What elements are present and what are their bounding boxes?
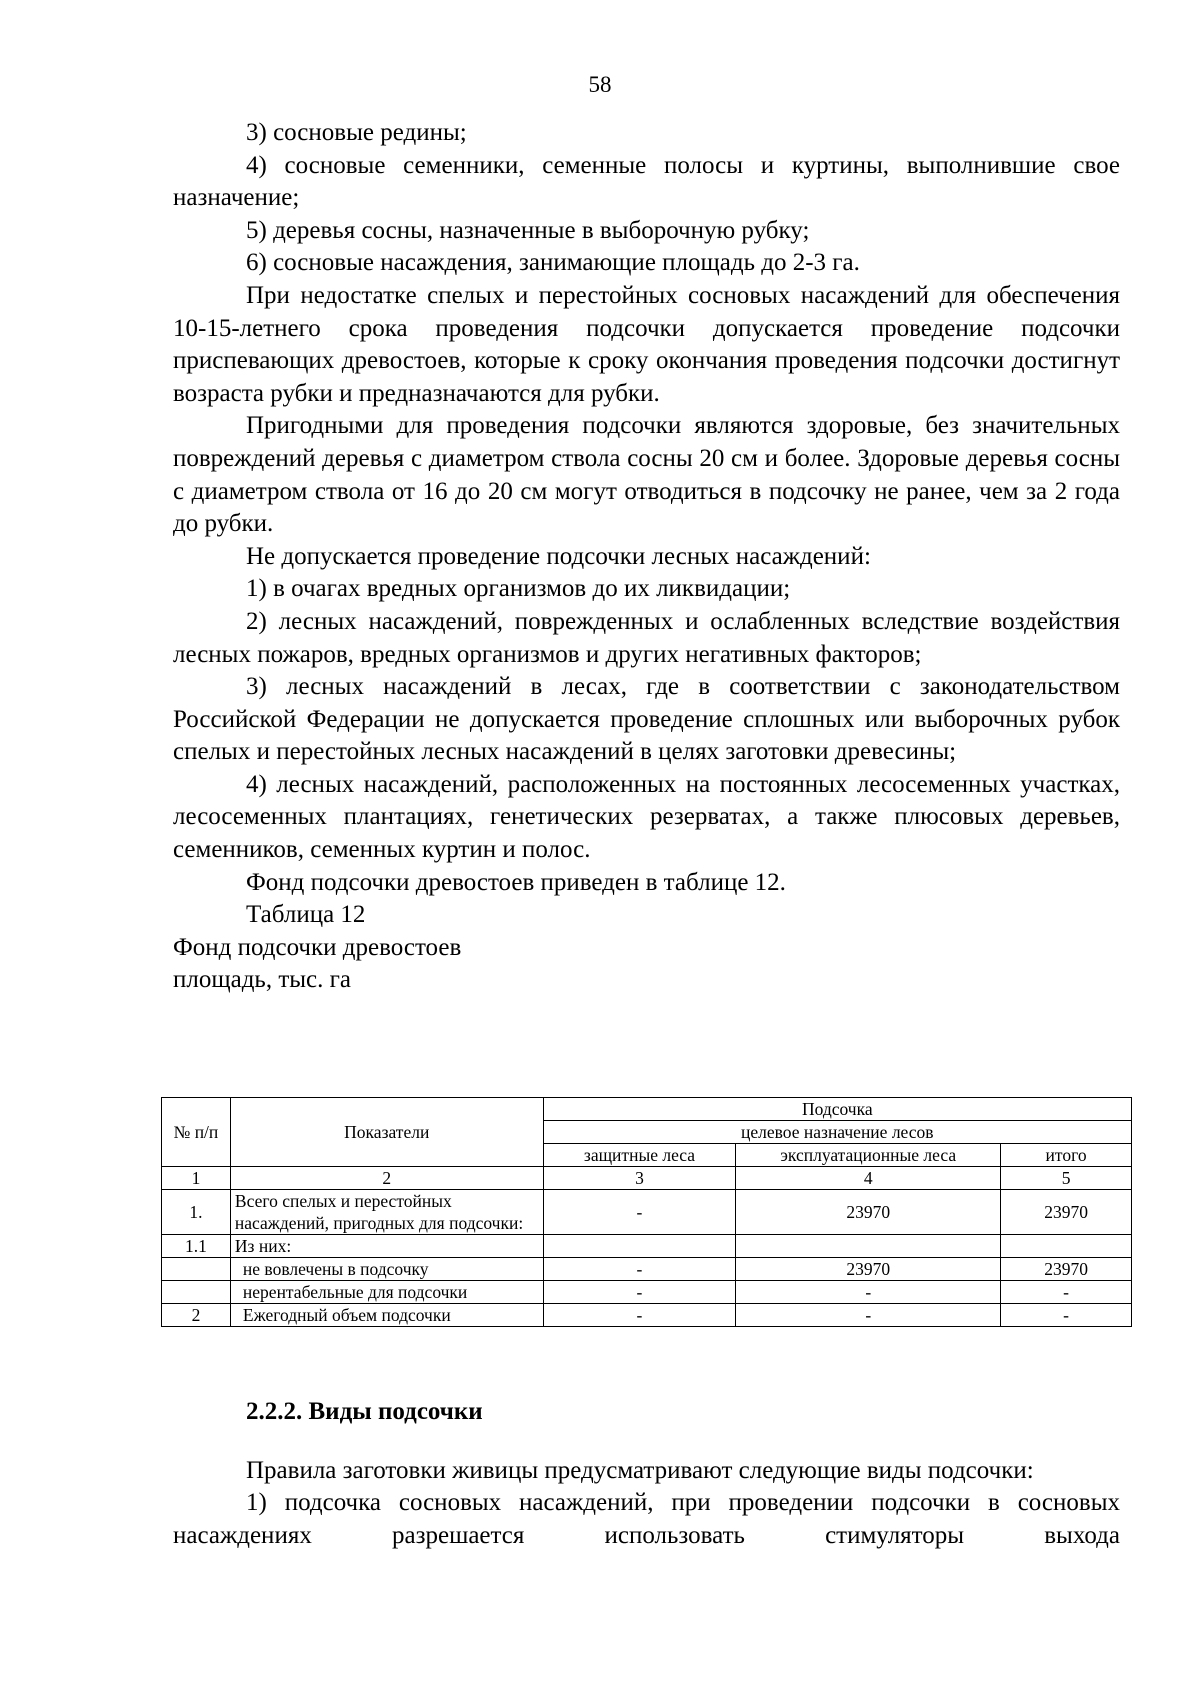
row-num: 1. — [162, 1190, 231, 1235]
column-number: 1 — [162, 1167, 231, 1190]
paragraph: 4) сосновые семенники, семенные полосы и куртины, выполнившие свое назначение; — [173, 151, 1120, 212]
row-exploit: - — [736, 1281, 1001, 1304]
row-exploit: 23970 — [736, 1190, 1001, 1235]
paragraph: При недостатке спелых и перестойных сосновых насаждений для обеспечения 10-15-летнего срока проведения подсочки допускается проведение подсочки приспевающих древостоев, которые к сроку окончания проведения подсочки достигнут возраста рубки и предназначаются для рубки. — [173, 281, 1120, 407]
header-subgroup: целевое назначение лесов — [543, 1121, 1131, 1144]
row-total: 23970 — [1001, 1190, 1132, 1235]
header-indicators: Показатели — [230, 1098, 543, 1167]
paragraph: 3) сосновые редины; — [246, 119, 467, 146]
table-title: Фонд подсочки древостоев — [173, 933, 462, 961]
row-exploit: - — [736, 1304, 1001, 1327]
paragraph: 4) лесных насаждений, расположенных на постоянных лесосеменных участках, лесосеменных плантациях, генетических резерватах, а также плюсовых деревьев, семенников, семенных куртин и полос. — [173, 770, 1120, 864]
column-number: 2 — [230, 1167, 543, 1190]
page-number: 58 — [588, 72, 612, 97]
section-heading: 2.2.2. Виды подсочки — [246, 1398, 483, 1425]
row-name: Ежегодный объем подсочки — [230, 1304, 543, 1327]
paragraph: 3) лесных насаждений в лесах, где в соответствии с законодательством Российской Федерации не допускается проведение сплошных или выборочных рубок спелых и перестойных лесных насаждений в целях заготовки древесины; — [173, 673, 1120, 766]
paragraph: 1) в очагах вредных организмов до их ликвидации; — [246, 575, 791, 603]
header-exploit: эксплуатационные леса — [736, 1144, 1001, 1167]
row-name: нерентабельные для подсочки — [230, 1281, 543, 1304]
table-header-row — [162, 1098, 1132, 1121]
body-text — [173, 117, 1120, 997]
table-row — [162, 1190, 1132, 1235]
header-num: № п/п — [162, 1098, 231, 1167]
row-protective: - — [543, 1190, 736, 1235]
section — [173, 1396, 1120, 1552]
paragraph: 5) деревья сосны, назначенные в выборочную рубку; — [246, 216, 810, 244]
header-total: итого — [1001, 1144, 1132, 1167]
column-number-row — [162, 1167, 1132, 1190]
paragraph: 1) подсочка сосновых насаждений, при проведении подсочки в сосновых насаждениях разрешается использовать стимуляторы выхода — [173, 1489, 1120, 1549]
column-number: 4 — [736, 1167, 1001, 1190]
row-total — [1001, 1235, 1132, 1258]
paragraph: Фонд подсочки древостоев приведен в таблице 12. — [246, 868, 786, 896]
column-number: 5 — [1001, 1167, 1132, 1190]
row-exploit — [736, 1235, 1001, 1258]
header-group: Подсочка — [543, 1098, 1131, 1121]
paragraph: Не допускается проведение подсочки лесных насаждений: — [246, 542, 871, 570]
row-protective — [543, 1235, 736, 1258]
table-row — [162, 1235, 1132, 1258]
table-label: Таблица 12 — [246, 901, 366, 929]
row-protective: - — [543, 1304, 736, 1327]
paragraph: 2) лесных насаждений, поврежденных и ослабленных вследствие воздействия лесных пожаров, вредных организмов и других негативных факторов; — [173, 607, 1120, 668]
column-number: 3 — [543, 1167, 736, 1190]
row-num — [162, 1281, 231, 1304]
paragraph: Пригодными для проведения подсочки являются здоровые, без значительных повреждений деревья с диаметром ствола сосны 20 см и более. Здоровые деревья сосны с диаметром ствола от 16 до 20 см могут отводиться в подсочку не ранее, чем за 2 года до рубки. — [173, 412, 1120, 538]
table-row — [162, 1304, 1132, 1327]
row-num — [162, 1258, 231, 1281]
row-protective: - — [543, 1258, 736, 1281]
row-exploit: 23970 — [736, 1258, 1001, 1281]
row-total: 23970 — [1001, 1258, 1132, 1281]
row-name: Всего спелых и перестойных насаждений, пригодных для подсочки: — [230, 1190, 543, 1235]
table-row — [162, 1281, 1132, 1304]
row-total: - — [1001, 1281, 1132, 1304]
row-num: 2 — [162, 1304, 231, 1327]
paragraph: Правила заготовки живицы предусматривают следующие виды подсочки: — [246, 1456, 1034, 1484]
row-name: не вовлечены в подсочку — [230, 1258, 543, 1281]
header-protective: защитные леса — [543, 1144, 736, 1167]
fund-table — [161, 1097, 1132, 1327]
table-units: площадь, тыс. га — [173, 966, 351, 994]
row-total: - — [1001, 1304, 1132, 1327]
row-protective: - — [543, 1281, 736, 1304]
table-row — [162, 1258, 1132, 1281]
row-num: 1.1 — [162, 1235, 231, 1258]
paragraph: 6) сосновые насаждения, занимающие площадь до 2-3 га. — [246, 249, 860, 277]
row-name: Из них: — [230, 1235, 543, 1258]
